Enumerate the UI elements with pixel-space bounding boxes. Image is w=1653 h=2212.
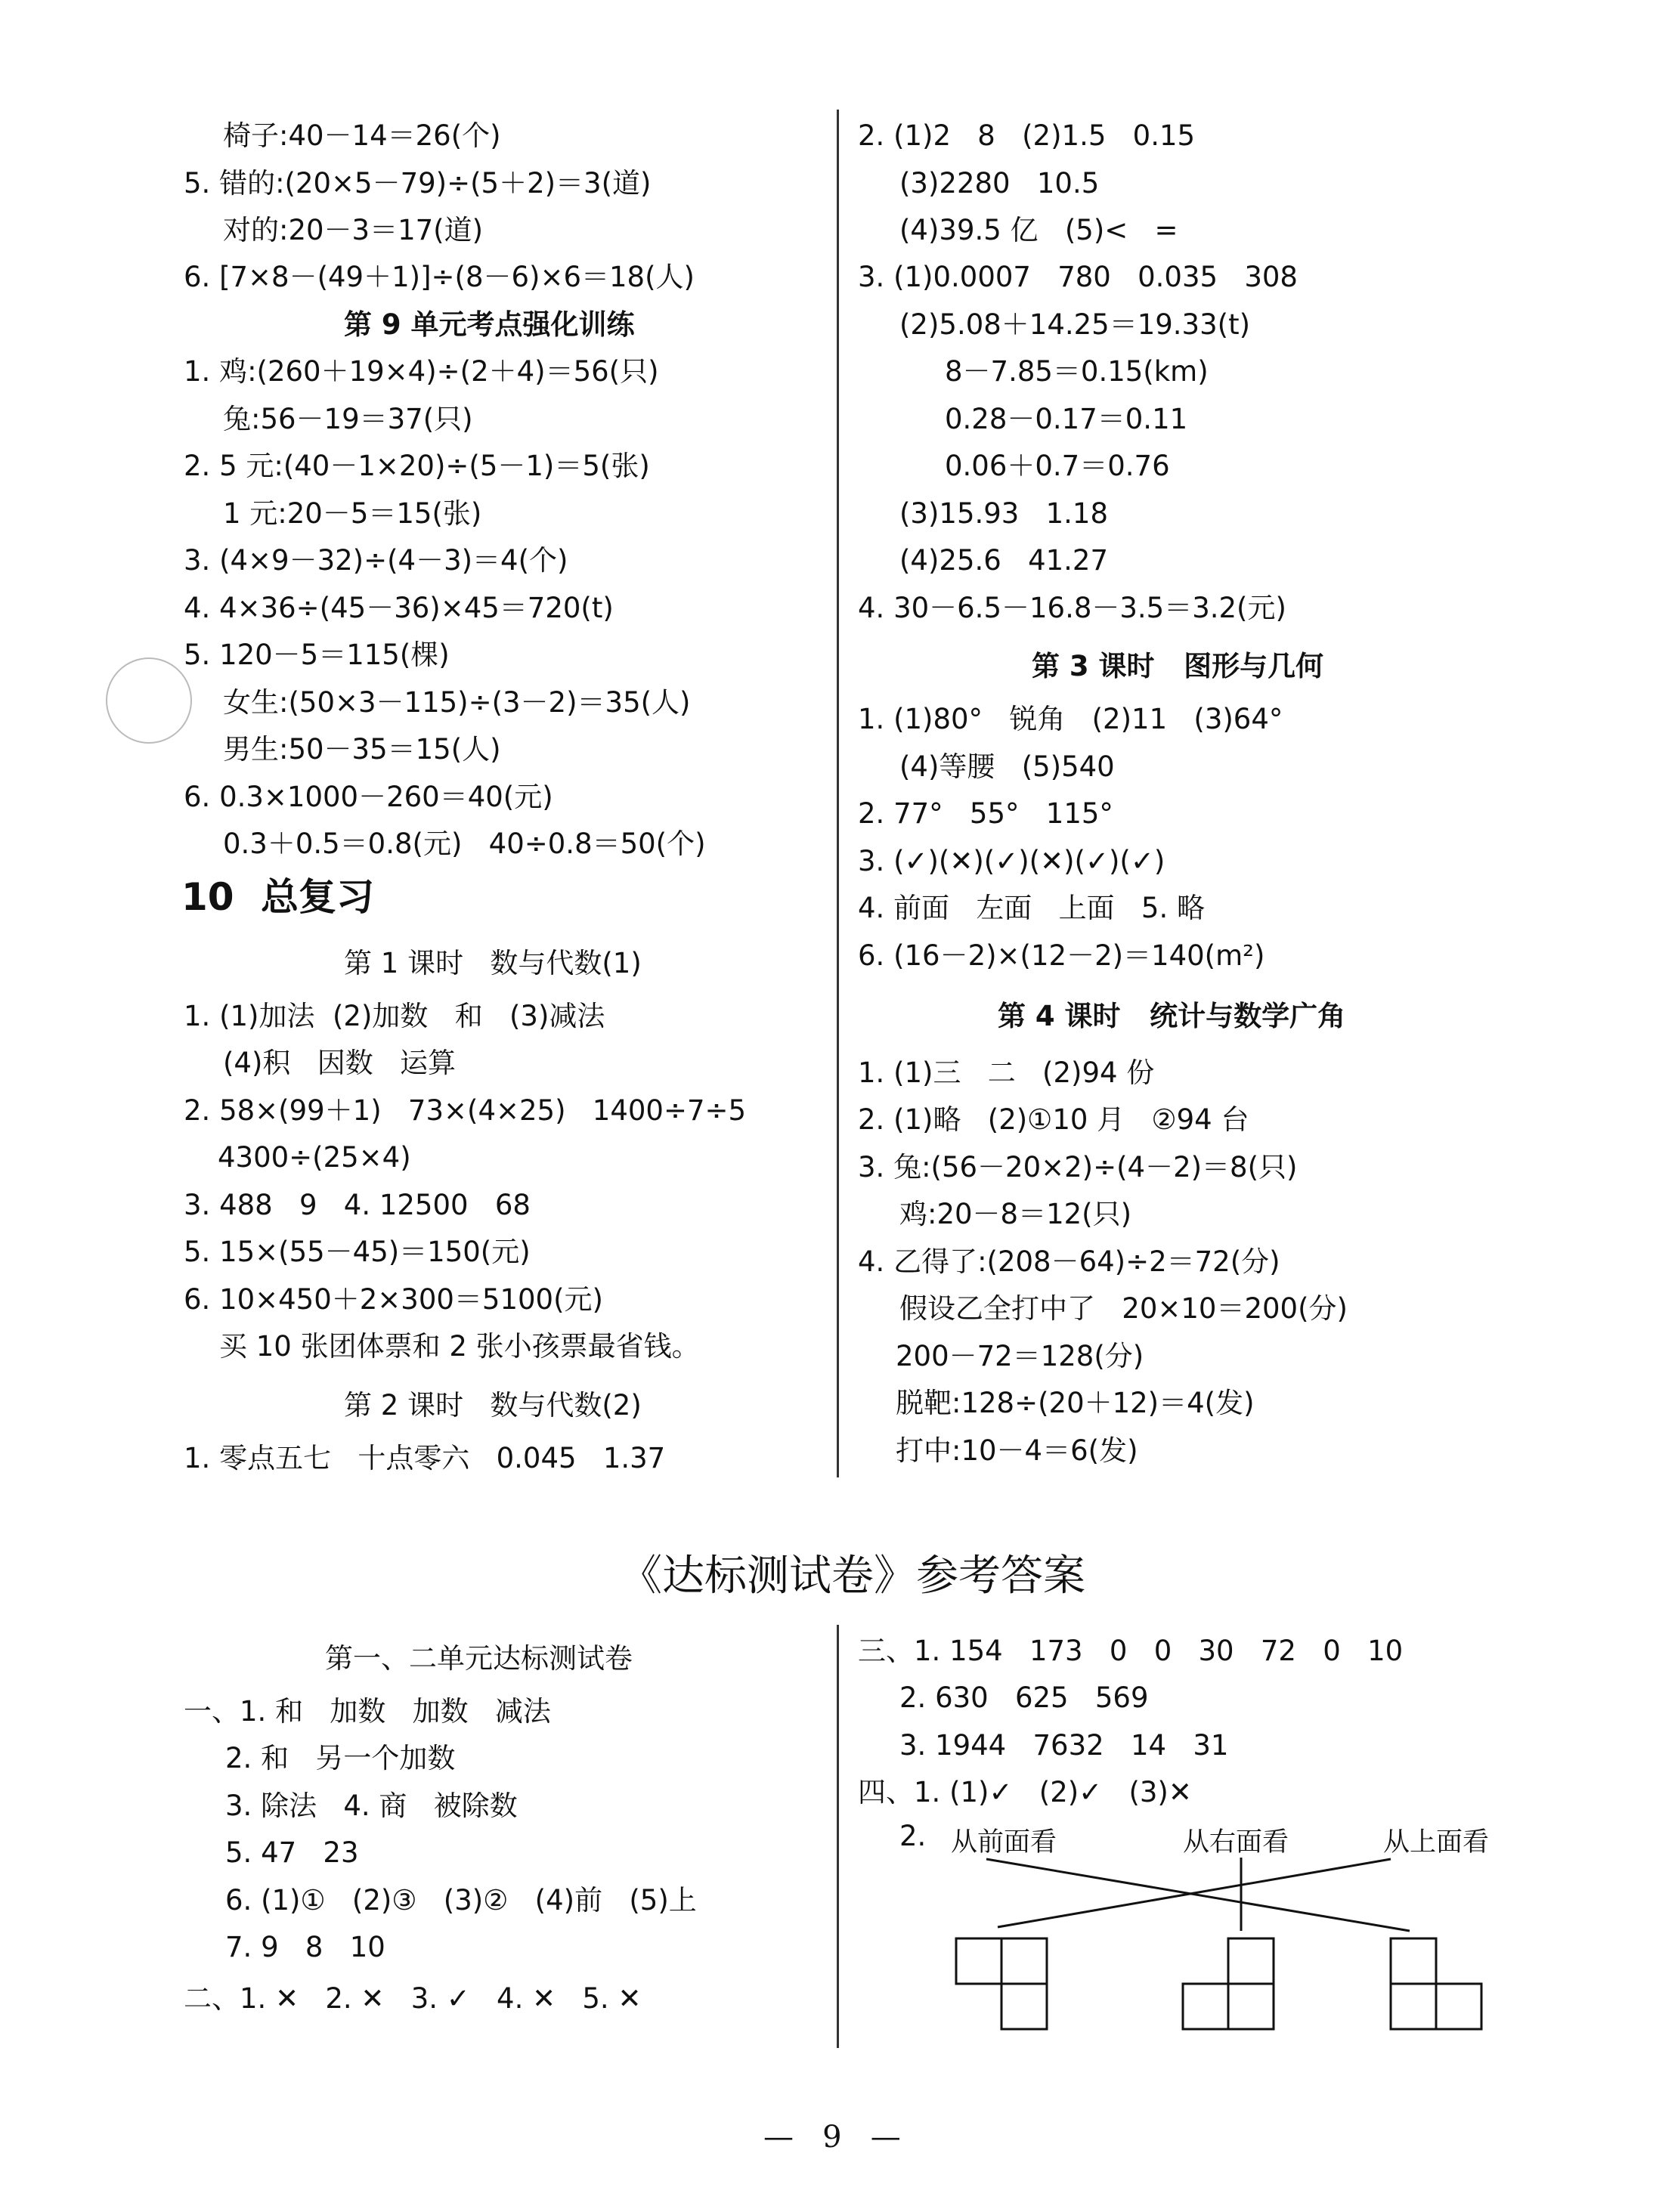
answer-line: 0.28－0.17＝0.11 bbox=[945, 403, 1188, 435]
answer-line: (3)2280 10.5 bbox=[899, 167, 1100, 200]
answer-line: 二、1. ✕ 2. ✕ 3. ✓ 4. ✕ 5. ✕ bbox=[184, 1982, 642, 2015]
answer-line: 4. 前面 左面 上面 5. 略 bbox=[858, 892, 1205, 924]
watermark-stamp bbox=[106, 657, 192, 744]
answer-line: (3)15.93 1.18 bbox=[899, 497, 1109, 530]
answer-line: (4)积 因数 运算 bbox=[223, 1047, 456, 1079]
answer-line: 6. 10×450＋2×300＝5100(元) bbox=[184, 1283, 603, 1316]
answer-line: 3. (1)0.0007 780 0.035 308 bbox=[858, 261, 1298, 293]
answer-line: 200－72＝128(分) bbox=[896, 1340, 1144, 1372]
view-label-right: 从右面看 bbox=[1183, 1827, 1289, 1858]
answer-line: 1. (1)三 二 (2)94 份 bbox=[858, 1057, 1155, 1089]
answer-line: (4)39.5 亿 (5)< = bbox=[899, 214, 1178, 246]
answer-line: 6. [7×8－(49＋1)]÷(8－6)×6＝18(人) bbox=[184, 261, 695, 293]
answer-line: 一、1. 和 加数 加数 减法 bbox=[184, 1695, 551, 1728]
view-label-top: 从上面看 bbox=[1383, 1827, 1490, 1858]
answer-line: 2. 和 另一个加数 bbox=[225, 1742, 456, 1774]
answer-line: 0.06＋0.7＝0.76 bbox=[945, 450, 1170, 482]
cube-face bbox=[1391, 1984, 1436, 2029]
chapter-title: 总复习 bbox=[261, 875, 374, 919]
answer-line: 脱靶:128÷(20＋12)＝4(发) bbox=[896, 1387, 1255, 1419]
answer-line: 5. 15×(55－45)＝150(元) bbox=[184, 1236, 531, 1268]
answer-line: 3. (4×9－32)÷(4－3)＝4(个) bbox=[184, 544, 568, 577]
answer-line: 假设乙全打中了 20×10＝200(分) bbox=[899, 1292, 1348, 1325]
answer-line: 女生:(50×3－115)÷(3－2)＝35(人) bbox=[223, 686, 691, 719]
page-number: — 9 — bbox=[763, 2120, 901, 2155]
answer-line: 5. 47 23 bbox=[225, 1836, 359, 1869]
answer-line: 3. 除法 4. 商 被除数 bbox=[225, 1790, 518, 1822]
answer-line: 6. (1)① (2)③ (3)② (4)前 (5)上 bbox=[225, 1884, 697, 1917]
answer-line: 1. 鸡:(260＋19×4)÷(2＋4)＝56(只) bbox=[184, 355, 659, 388]
answer-line: 3. 488 9 4. 12500 68 bbox=[184, 1189, 531, 1221]
answer-line: 买 10 张团体票和 2 张小孩票最省钱。 bbox=[219, 1330, 700, 1363]
answer-line: 7. 9 8 10 bbox=[225, 1931, 385, 1963]
answer-line: 1 元:20－5＝15(张) bbox=[223, 497, 482, 530]
answer-line: 3. 1944 7632 14 31 bbox=[899, 1729, 1229, 1762]
answer-line: 三、1. 154 173 0 0 30 72 0 10 bbox=[858, 1635, 1404, 1667]
answer-line: 1. (1)80° 锐角 (2)11 (3)64° bbox=[858, 703, 1283, 735]
lesson-heading: 第 1 课时 数与代数(1) bbox=[344, 947, 642, 979]
connector-line bbox=[986, 1859, 1410, 1931]
answer-line: 2. (1)略 (2)①10 月 ②94 台 bbox=[858, 1103, 1249, 1136]
answer-line: 1. (1)加法 (2)加数 和 (3)减法 bbox=[184, 1000, 605, 1032]
answer-line: 2. 5 元:(40－1×20)÷(5－1)＝5(张) bbox=[184, 450, 650, 482]
answer-line: 6. 0.3×1000－260＝40(元) bbox=[184, 781, 553, 813]
answer-line: 2. bbox=[899, 1820, 927, 1852]
lesson-heading: 第 3 课时 图形与几何 bbox=[1032, 650, 1324, 682]
cube-face bbox=[1228, 1938, 1274, 1984]
column-divider bbox=[837, 1625, 839, 2048]
lesson-heading: 第 2 课时 数与代数(2) bbox=[344, 1389, 642, 1422]
answer-line: 对的:20－3＝17(道) bbox=[223, 214, 484, 246]
cube-face bbox=[1436, 1984, 1481, 2029]
views-diagram bbox=[945, 1852, 1504, 2040]
answer-line: 2. 77° 55° 115° bbox=[858, 797, 1113, 830]
cube-face bbox=[1228, 1984, 1274, 2029]
column-divider bbox=[837, 110, 839, 1477]
answer-line: 4. 4×36÷(45－36)×45＝720(t) bbox=[184, 592, 614, 624]
answer-line: 4300÷(25×4) bbox=[218, 1141, 411, 1174]
answer-line: 1. 零点五七 十点零六 0.045 1.37 bbox=[184, 1442, 666, 1474]
cube-face bbox=[1183, 1984, 1228, 2029]
answer-line: 打中:10－4＝6(发) bbox=[896, 1434, 1138, 1467]
answer-line: 5. 120－5＝115(棵) bbox=[184, 639, 450, 671]
answer-line: 4. 乙得了:(208－64)÷2＝72(分) bbox=[858, 1245, 1280, 1278]
chapter-number: 10 bbox=[181, 875, 234, 919]
lesson-heading: 第 4 课时 统计与数学广角 bbox=[998, 1000, 1346, 1032]
answer-line: 四、1. (1)✓ (2)✓ (3)✕ bbox=[858, 1776, 1192, 1808]
answer-line: (4)25.6 41.27 bbox=[899, 544, 1109, 577]
answer-line: 4. 30－6.5－16.8－3.5＝3.2(元) bbox=[858, 592, 1286, 624]
cube-face bbox=[1001, 1984, 1047, 2029]
answer-line: 鸡:20－8＝12(只) bbox=[899, 1198, 1132, 1230]
view-label-front: 从前面看 bbox=[951, 1827, 1057, 1858]
cube-face bbox=[956, 1938, 1001, 1984]
answer-line: (4)等腰 (5)540 bbox=[899, 750, 1115, 783]
answer-line: 2. 630 625 569 bbox=[899, 1681, 1149, 1714]
answer-line: 3. (✓)(✕)(✓)(✕)(✓)(✓) bbox=[858, 845, 1165, 877]
answer-line: 5. 错的:(20×5－79)÷(5＋2)＝3(道) bbox=[184, 167, 652, 200]
answer-line: (2)5.08＋14.25＝19.33(t) bbox=[899, 308, 1251, 341]
answer-line: 男生:50－35＝15(人) bbox=[223, 733, 501, 766]
answer-line: 椅子:40－14＝26(个) bbox=[223, 119, 501, 152]
section-title: 《达标测试卷》参考答案 bbox=[620, 1551, 1085, 1601]
cube-face bbox=[1391, 1938, 1436, 1984]
cube-face bbox=[1001, 1938, 1047, 1984]
answer-line: 6. (16－2)×(12－2)＝140(m²) bbox=[858, 939, 1265, 972]
answer-line: 0.3＋0.5＝0.8(元) 40÷0.8＝50(个) bbox=[223, 828, 706, 860]
unit-heading: 第 9 单元考点强化训练 bbox=[344, 308, 635, 341]
answer-line: 2. (1)2 8 (2)1.5 0.15 bbox=[858, 119, 1196, 152]
answer-line: 兔:56－19＝37(只) bbox=[223, 403, 473, 435]
answer-line: 3. 兔:(56－20×2)÷(4－2)＝8(只) bbox=[858, 1151, 1298, 1183]
answer-line: 8－7.85＝0.15(km) bbox=[945, 355, 1209, 388]
test-heading: 第一、二单元达标测试卷 bbox=[325, 1642, 633, 1675]
answer-line: 2. 58×(99＋1) 73×(4×25) 1400÷7÷5 bbox=[184, 1094, 747, 1127]
